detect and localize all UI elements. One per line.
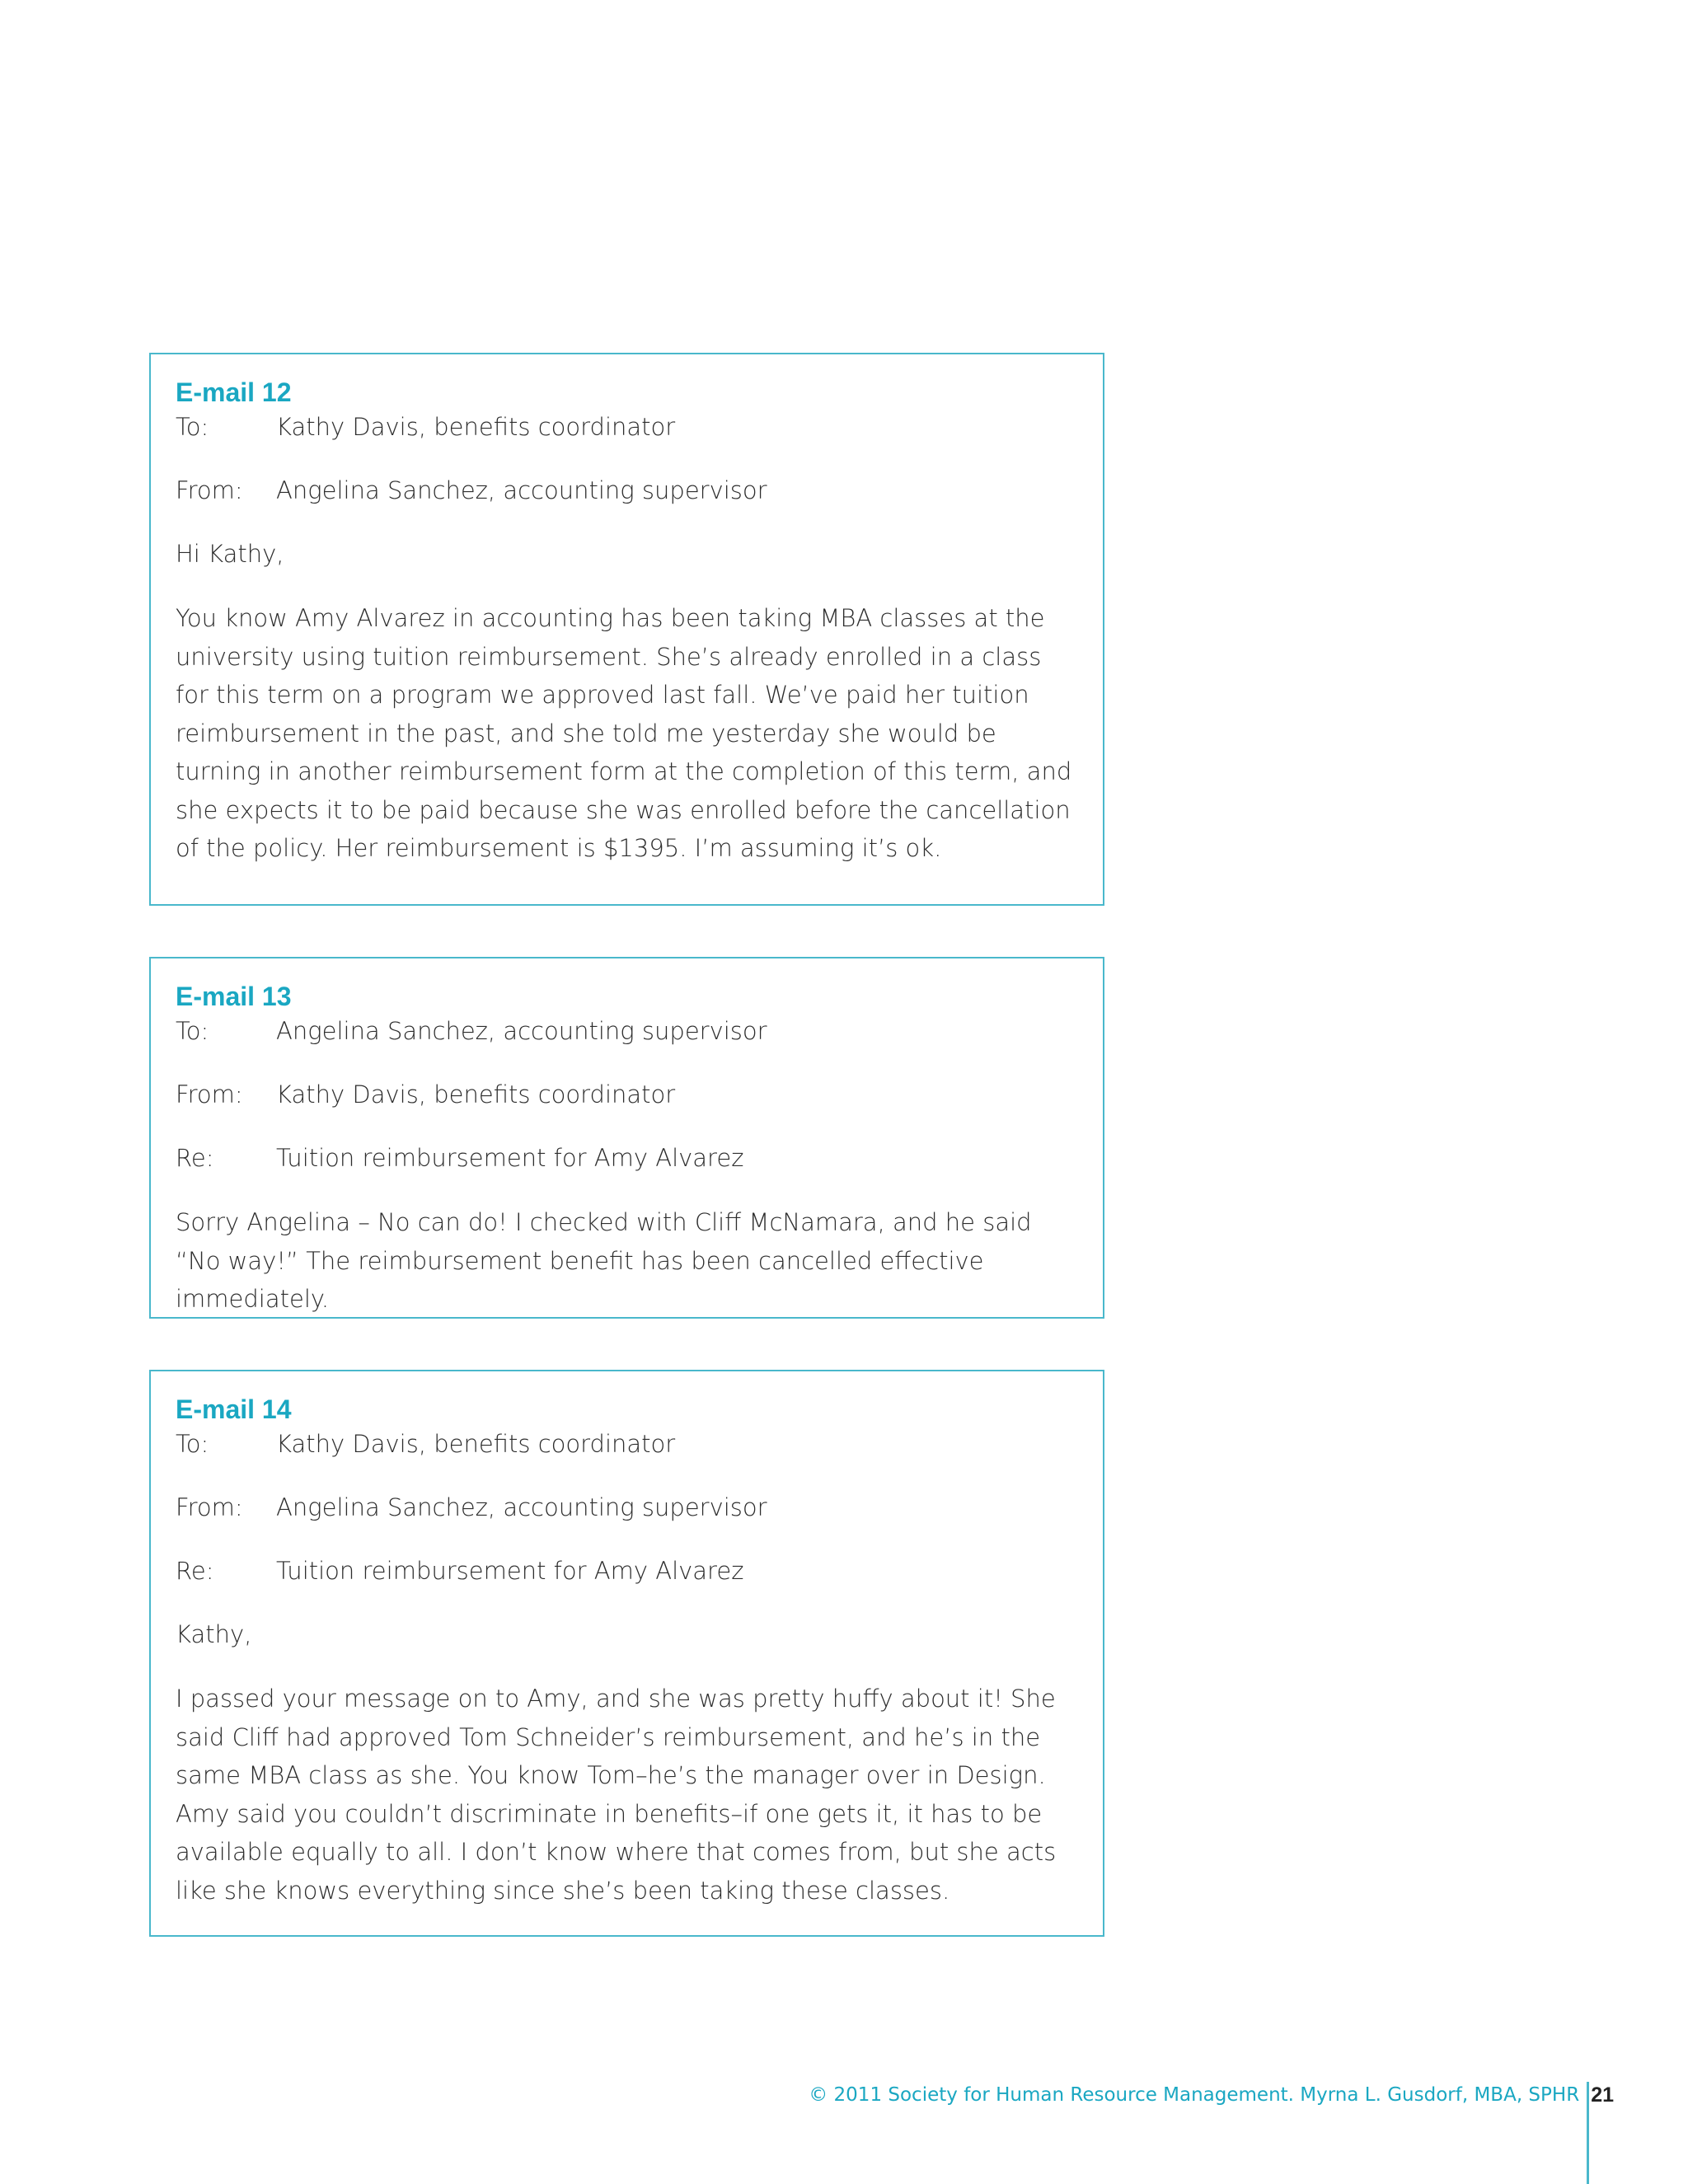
email-to-row: [176, 1013, 1078, 1049]
page-footer: [809, 2075, 1614, 2115]
email-message: You know Amy Alvarez in accounting has been taking MBA classes at the university using tuition reimbursement. She’s already enrolled in a class for this term on a program we approved last fall. We’ve paid her tuition reimbursement in the past, and she told me yesterday she would be turning in another reimbursement form at the completion of this term, and she expects it to be paid because she was enrolled before the cancellation of the policy. Her reimbursement is $1395. I’m assuming it’s ok.: [176, 604, 1072, 862]
email-to-value: Angelina Sanchez, accounting supervisor: [276, 1017, 767, 1045]
email-14-box: [149, 1370, 1104, 1937]
email-content: [176, 409, 1078, 868]
footer-divider: [1587, 2082, 1589, 2184]
email-message: I passed your message on to Amy, and she was pretty huffy about it! She said Cliff had approved Tom Schneider’s reimbursement, and he’s in the same MBA class as she. You know Tom–he’s the manager over in Design. Amy said you couldn’t discriminate in benefits–if one gets it, it has to be available equally to all. I don’t know where that comes from, but she acts like she knows everything since she’s been taking these classes.: [176, 1685, 1057, 1905]
email-13-box: [149, 957, 1104, 1319]
email-content: [176, 1013, 1078, 1319]
email-from-value: Kathy Davis, benefits coordinator: [276, 1080, 676, 1108]
email-from-label: From:: [176, 1080, 243, 1108]
email-title: E-mail 14: [176, 1394, 292, 1424]
email-from-row: [176, 472, 1078, 509]
email-from-label: From:: [176, 476, 243, 504]
email-from-row: [176, 1489, 1078, 1526]
email-title: E-mail 12: [176, 377, 292, 407]
footer-copyright: © 2011 Society for Human Resource Management. Myrna L. Gusdorf, MBA, SPHR: [809, 2084, 1580, 2106]
email-to-label: To:: [176, 413, 209, 441]
email-from-label: From:: [176, 1493, 243, 1521]
email-from-row: [176, 1076, 1078, 1113]
page-number: 21: [1591, 2083, 1614, 2107]
email-greeting: Kathy,: [176, 1620, 252, 1648]
email-to-value: Kathy Davis, benefits coordinator: [276, 1430, 676, 1458]
email-from-value: Angelina Sanchez, accounting supervisor: [276, 1493, 767, 1521]
email-to-row: [176, 1426, 1078, 1462]
email-content: [176, 1426, 1078, 1910]
email-re-row: [176, 1140, 1078, 1176]
email-to-row: [176, 409, 1078, 445]
email-message: Sorry Angelina – No can do! I checked with Cliff McNamara, and he said “No way!” The reimbursement benefit has been cancelled effective immediately.: [176, 1208, 1032, 1313]
email-12-box: [149, 353, 1104, 906]
email-re-value: Tuition reimbursement for Amy Alvarez: [276, 1144, 744, 1172]
email-re-label: Re:: [176, 1557, 214, 1585]
email-from-value: Angelina Sanchez, accounting supervisor: [276, 476, 767, 504]
email-title: E-mail 13: [176, 982, 292, 1011]
email-to-value: Kathy Davis, benefits coordinator: [276, 413, 676, 441]
email-re-row: [176, 1553, 1078, 1589]
email-re-label: Re:: [176, 1144, 214, 1172]
email-re-value: Tuition reimbursement for Amy Alvarez: [276, 1557, 744, 1585]
email-to-label: To:: [176, 1017, 209, 1045]
email-greeting: Hi Kathy,: [176, 540, 284, 568]
email-to-label: To:: [176, 1430, 209, 1458]
